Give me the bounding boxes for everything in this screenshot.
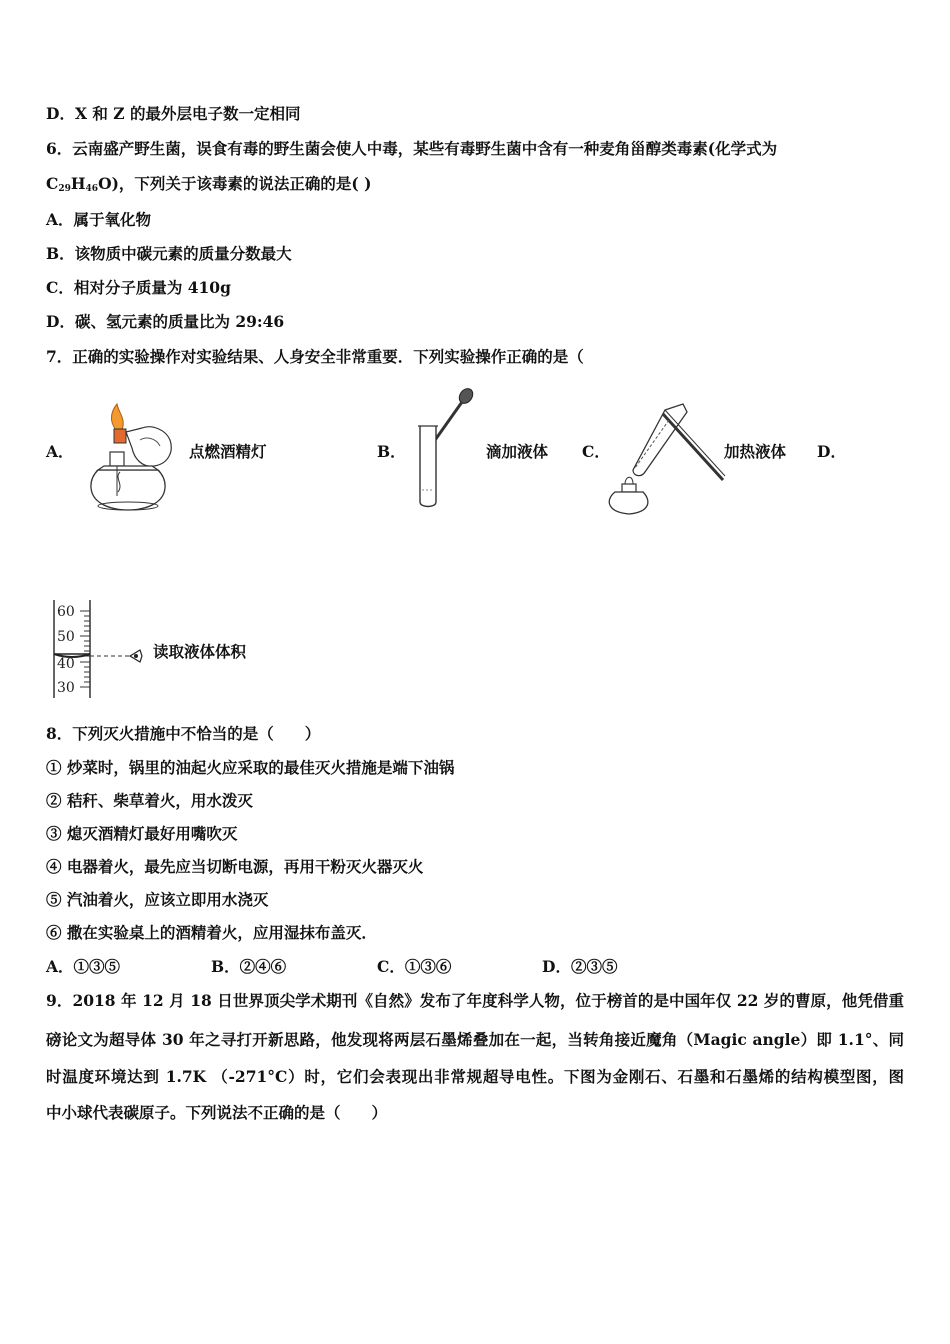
formula-h-sub: 46	[85, 184, 99, 194]
heating-liquid-figure	[605, 400, 730, 518]
q7-stem: 7．正确的实验操作对实验结果、人身安全非常重要．下列实验操作正确的是（	[46, 347, 584, 366]
q8-item-5: ⑤ 汽油着火，应该立即用水浇灭	[46, 890, 269, 909]
q7-caption-d: 读取液体体积	[153, 642, 247, 661]
dropping-liquid-figure	[410, 386, 480, 512]
q6-option-c: C．相对分子质量为 410g	[46, 278, 231, 297]
q8-choice-b: B．②④⑥	[211, 957, 287, 976]
lighting-alcohol-lamp-figure	[80, 400, 185, 515]
q7-caption-b: 滴加液体	[486, 442, 549, 461]
formula-c-sub: 29	[58, 184, 71, 194]
alcohol-lamp-icon	[609, 492, 648, 514]
q6-option-b: B．该物质中碳元素的质量分数最大	[46, 244, 292, 263]
q7-caption-a: 点燃酒精灯	[189, 442, 267, 461]
tick-40: 40	[57, 656, 75, 672]
q8-item-4: ④ 电器着火，最先应当切断电源，再用干粉灭火器灭火	[46, 857, 424, 876]
q8-item-6: ⑥ 撒在实验桌上的酒精着火，应用湿抹布盖灭．	[46, 923, 377, 942]
q9-line-1: 9．2018 年 12 月 18 日世界顶尖学术期刊《自然》发布了年度科学人物，位于榜首的是中国年仅 22 岁的曹原，他凭借重	[46, 991, 904, 1010]
q6-stem-line1: 6．云南盛产野生菌，误食有毒的野生菌会使人中毒，某些有毒野生菌中含有一种麦角甾醇类毒素(化学式为	[46, 139, 778, 158]
q8-choice-c: C．①③⑥	[377, 957, 452, 976]
hand-lamp-icon	[126, 427, 171, 467]
formula-c: C	[46, 174, 59, 193]
q7-label-b: B．	[377, 442, 406, 461]
q9-line-2: 磅论文为超导体 30 年之寻打开新思路，他发现将两层石墨烯叠加在一起，当转角接近魔角（Magic angle）即 1.1°、同	[46, 1030, 904, 1049]
q6-stem-tail: ，下列关于该毒素的说法正确的是( )	[118, 174, 372, 193]
test-tube-holder-icon	[663, 414, 723, 480]
q7-label-c: C．	[582, 442, 610, 461]
q8-choice-d: D．②③⑤	[542, 957, 618, 976]
q6-option-a: A．属于氧化物	[46, 210, 152, 229]
formula-o: O)	[98, 174, 119, 193]
q8-item-1: ① 炒菜时，锅里的油起火应采取的最佳灭火措施是端下油锅	[46, 758, 455, 777]
tick-60: 60	[57, 604, 75, 620]
q8-item-2: ② 秸秆、柴草着火，用水泼灭	[46, 791, 253, 810]
tilted-test-tube-icon	[633, 404, 687, 476]
q9-line-4: 中小球代表碳原子。下列说法不正确的是（ ）	[46, 1103, 388, 1122]
q8-choice-a: A．①③⑤	[46, 957, 121, 976]
formula-h: H	[70, 174, 86, 193]
dropper-bulb-icon	[456, 386, 475, 406]
q7-label-d: D．	[817, 442, 846, 461]
q9-line-3: 时温度环境达到 1.7K （-271°C）时，它们会表现出非常规超导电性。下图为金刚石、石墨和石墨烯的结构模型图，图	[46, 1067, 904, 1086]
q8-stem: 8．下列灭火措施中不恰当的是（ ）	[46, 724, 321, 743]
q6-option-d: D．碳、氢元素的质量比为 29:46	[46, 312, 285, 331]
q6-stem-line2	[46, 172, 371, 194]
test-tube-icon	[420, 426, 436, 507]
q5-option-d: D．X 和 Z 的最外层电子数一定相同	[46, 104, 301, 123]
tick-50: 50	[57, 629, 75, 645]
q7-label-a: A．	[46, 442, 74, 461]
measuring-cylinder-figure	[46, 598, 154, 700]
q8-item-3: ③ 熄灭酒精灯最好用嘴吹灭	[46, 824, 238, 843]
tick-30: 30	[57, 680, 75, 696]
flame-icon	[111, 404, 123, 430]
q7-caption-c: 加热液体	[724, 442, 787, 461]
